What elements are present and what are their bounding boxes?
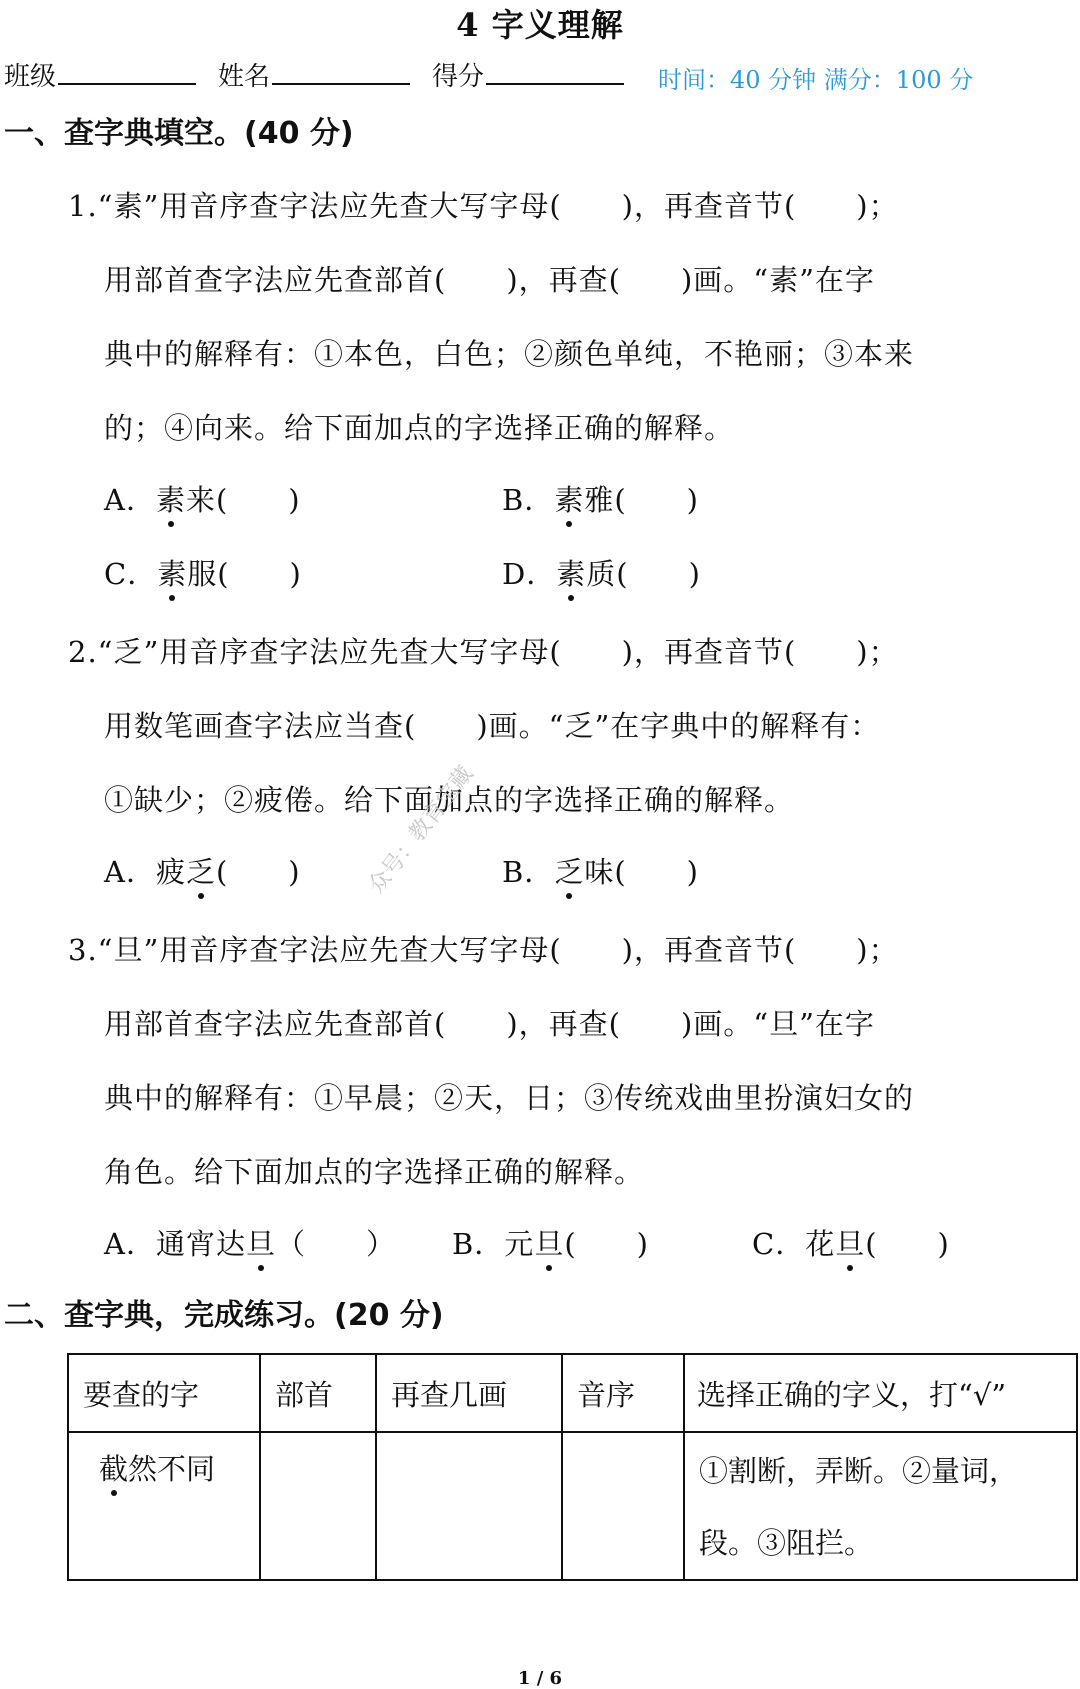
dictionary-table [67,1353,1078,1581]
dotted-char: 素 [556,552,586,593]
name-blank [272,57,410,85]
q2-line-1: 2.“乏”用音序查字法应先查大写字母( )，再查音节( )； [68,635,899,669]
header-cell: 要查的字 [68,1354,260,1432]
page-title: 4 字义理解 [456,6,624,44]
q2-line-2: 用数笔画查字法应当查( )画。“乏”在字典中的解释有： [104,709,881,743]
radical-answer-cell[interactable] [260,1432,376,1580]
section-2-heading: 二、查字典，完成练习。(20 分) [4,1298,444,1333]
dotted-char: 截 [99,1447,128,1488]
score-label: 得分 [432,62,485,92]
q2-option-b: B．乏味( ) [502,850,699,891]
time-info: 时间：40 分钟 满分：100 分 [658,66,974,94]
table-header-row [68,1354,1077,1432]
dotted-char: 素 [554,478,584,519]
meaning-cell[interactable]: ①割断，弄断。②量词， 段。③阻拦。 [684,1432,1077,1580]
q2-option-a: A．疲乏( ) [104,850,301,891]
dotted-char: 素 [156,478,186,519]
q3-line-4: 角色。给下面加点的字选择正确的解释。 [104,1155,645,1189]
header-cell: 选择正确的字义，打“√” [684,1354,1077,1432]
section-1-heading: 一、查字典填空。(40 分) [4,116,354,151]
name-field [218,56,410,93]
q3-line-1: 3.“旦”用音序查字法应先查大写字母( )，再查音节( )； [68,933,899,967]
score-field [432,56,624,93]
header-cell: 再查几画 [376,1354,562,1432]
q1-option-d: D．素质( ) [502,552,701,593]
q1-line-4: 的；④向来。给下面加点的字选择正确的解释。 [104,411,735,445]
word-cell: 截然不同 [68,1432,260,1580]
class-blank [58,57,196,85]
phonetic-answer-cell[interactable] [562,1432,684,1580]
score-blank [486,57,624,85]
q1-line-3: 典中的解释有：①本色，白色；②颜色单纯，不艳丽；③本来 [104,337,915,371]
q3-line-2: 用部首查字法应先查部首( )，再查( )画。“旦”在字 [104,1007,875,1041]
header-cell: 音序 [562,1354,684,1432]
name-label: 姓名 [218,62,271,92]
dotted-char: 旦 [246,1222,276,1263]
dotted-char: 乏 [186,850,216,891]
q1-line-2: 用部首查字法应先查部首( )，再查( )画。“素”在字 [104,263,875,297]
page-number: 1 / 6 [517,1668,563,1689]
header-cell: 部首 [260,1354,376,1432]
watermark: 众号：教育宝藏 [363,761,479,899]
q3-line-3: 典中的解释有：①早晨；②天，日；③传统戏曲里扮演妇女的 [104,1081,915,1115]
q1-option-a: A．素来( ) [104,478,301,519]
q1-line-1: 1.“素”用音序查字法应先查大写字母( )，再查音节( )； [68,189,899,223]
dotted-char: 素 [157,552,187,593]
dotted-char: 旦 [835,1222,865,1263]
q1-option-c: C．素服( ) [104,552,302,593]
class-field [4,56,196,93]
dotted-char: 乏 [554,850,584,891]
strokes-answer-cell[interactable] [376,1432,562,1580]
q2-line-3: ①缺少；②疲倦。给下面加点的字选择正确的解释。 [104,783,795,817]
table-row [68,1432,1077,1580]
q3-option-b: B．元旦( ) [452,1222,649,1263]
q3-option-a: A．通宵达旦（ ） [104,1222,396,1263]
dotted-char: 旦 [534,1222,564,1263]
class-label: 班级 [4,62,57,92]
q3-option-c: C．花旦( ) [752,1222,950,1263]
q1-option-b: B．素雅( ) [502,478,699,519]
